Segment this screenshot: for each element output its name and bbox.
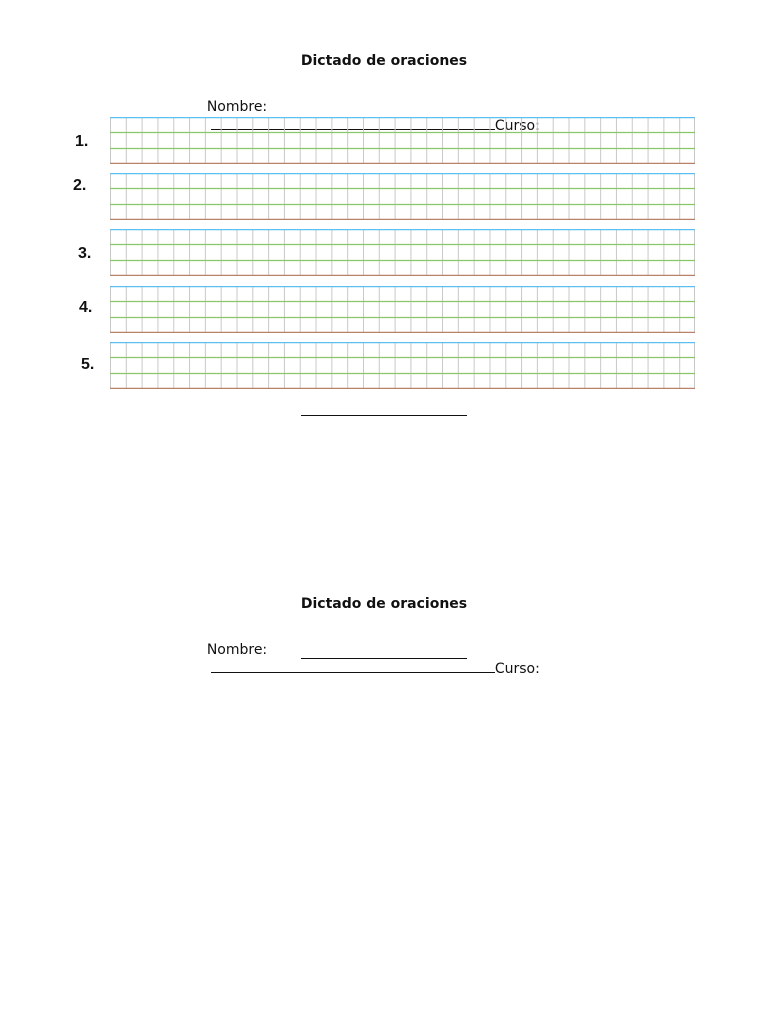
course-label: Curso: [494, 661, 540, 677]
name-field[interactable] [211, 658, 495, 673]
writing-grid-3[interactable] [110, 229, 695, 276]
writing-grid-5[interactable] [110, 342, 695, 389]
row-number-3: 3. [78, 245, 92, 262]
page-title: Dictado de oraciones [300, 596, 468, 612]
grid-svg [110, 342, 695, 389]
writing-grid-1[interactable] [110, 117, 695, 164]
grid-svg [110, 117, 695, 164]
name-label: Nombre: [206, 99, 268, 115]
writing-grid-4[interactable] [110, 286, 695, 333]
row-number-5: 5. [81, 356, 95, 373]
signature-blank-line[interactable] [301, 658, 467, 659]
row-number-2: 2. [73, 177, 87, 194]
row-number-4: 4. [79, 299, 93, 316]
name-label: Nombre: [206, 642, 268, 658]
grid-svg [110, 173, 695, 220]
name-course-line [189, 626, 540, 693]
row-number-1: 1. [75, 133, 89, 150]
writing-grid-2[interactable] [110, 173, 695, 220]
page-title: Dictado de oraciones [300, 53, 468, 69]
grid-svg [110, 229, 695, 276]
grid-svg [110, 286, 695, 333]
course-label: Curso: [494, 118, 540, 134]
signature-blank-line[interactable] [301, 415, 467, 416]
